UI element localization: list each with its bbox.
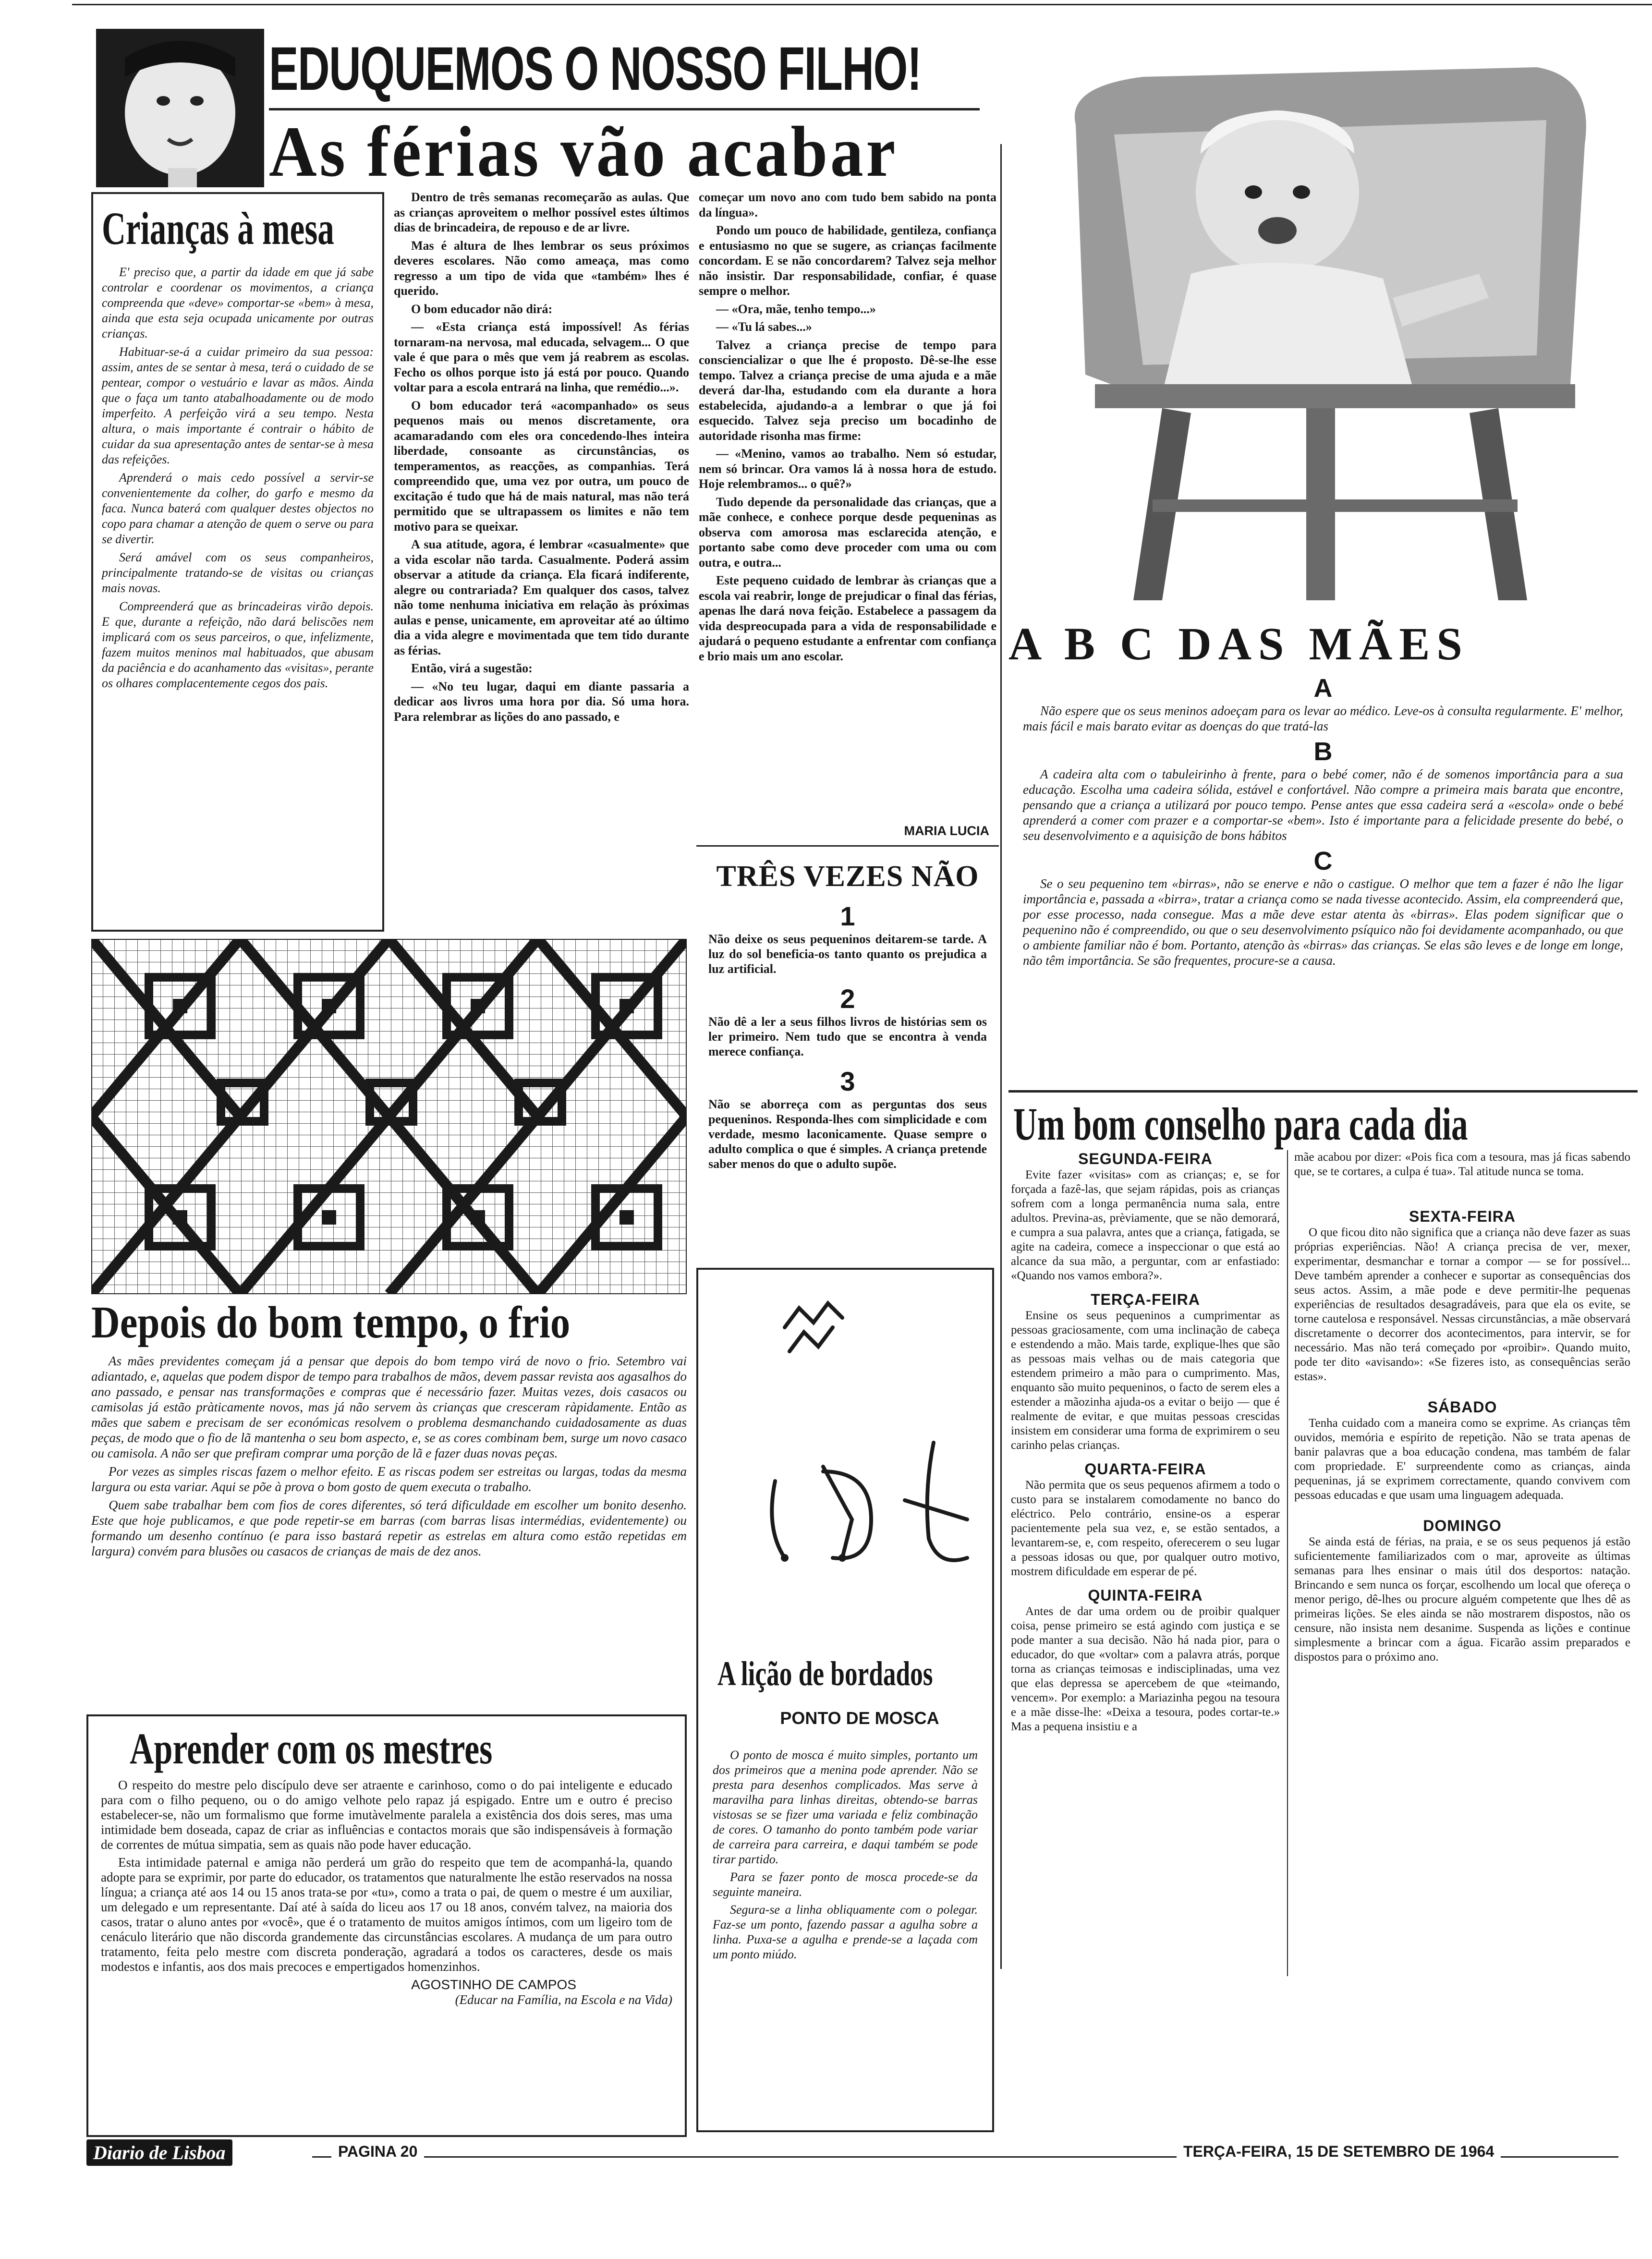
- conselho-rule: [1008, 1090, 1638, 1093]
- aprender-box: [86, 1714, 687, 2137]
- paragraph: Esta intimidade paternal e amiga não perderá um grão do respeito que tem de acompanhá-la, quando adopte para se exprimir, por parte do educador, os tratamentos que naturalmente lhe estão reservados na nossa língua; a criança até aos 14 ou 15 anos trata-se por «tu», como a trata o pai, de quem o mestre é um auxiliar, um delegado e um representante. Daí até à saída do liceu aos 17 ou 18 anos, convém talvez, na maioria dos casos, tratar o aluno antes por «você», que é o tratamento de muitos amigos íntimos, com um ligeiro tom de cenáculo literário que não discorda grandemente das circunstâncias escolares. A mudança de um para outro tratamento, feita pelo mestre com discreta ponderação, agradará a todos os caracteres, desde os mais modestos e infantis, aos dos mais precoces e empertigados homenzinhos.: [101, 1855, 672, 1974]
- masthead-subtitle: As férias vão acabar: [269, 112, 899, 192]
- paragraph: Por vezes as simples riscas fazem o melhor efeito. E as riscas podem ser estreitas ou largas, todas da mesma largura ou esta variar. Aqui se põe à prova o bom gosto de quem executa o trabalho.: [91, 1464, 687, 1494]
- paragraph: Aprenderá o mais cedo possível a servir-se convenientemente da colher, do garfo e mesmo da faca. Nunca baterá com qualquer destes objectos no copo para chamar a atenção de quem o serve ou para se divertir.: [102, 471, 374, 546]
- aprender-source: (Educar na Família, na Escola e na Vida): [455, 1992, 672, 2007]
- day-text: O que ficou dito não significa que a criança não deve fazer as suas próprias experiências. Não! A criança precisa de ver, mexer, experimentar, desmanchar e tornar a compor — se for possível... Deve também aprender a conhecer e suportar as consequências dos seus actos. Assim, a mãe pode e deve permitir-lhe pequenas experiências de resultados desagradáveis, para que ela os evite, se torne cautelosa e responsável. Nessas circunstâncias, a mãe observará discretamente o decorrer dos acontecimentos, para intervir, se for necessário. Mas não terá começado por «proibir». Quando muito, pode ter dito «avisando»: «Se fizeres isto, as consequências serão estas».: [1294, 1226, 1630, 1383]
- paragraph: — «Ora, mãe, tenho tempo...»: [716, 302, 876, 316]
- day-title: SEGUNDA-FEIRA: [1078, 1150, 1213, 1167]
- footer-date: TERÇA-FEIRA, 15 DE SETEMBRO DE 1964: [1177, 2143, 1501, 2161]
- paragraph: Tudo depende da personalidade das crianças, que a mãe conhece, e conhece porque desde pequeninas as observa com amorosa mas esclarecida atenção, e portanto sabe como deve proceder com uma ou com outra, e outra...: [699, 495, 996, 570]
- day-title: QUINTA-FEIRA: [1088, 1587, 1203, 1604]
- abc-item-b: [1008, 766, 1638, 843]
- tres-vezes-heading: TRÊS VEZES NÃO: [716, 860, 979, 893]
- paragraph: A cadeira alta com o tabuleirinho à frente, para o bebé comer, não é de somenos importância para a sua educação. Escolha uma cadeira sólida, estável e confortável. Não compre a primeira mais barata que encontre, pensando que a criança a utilizará por pouco tempo. Pense antes que essa cadeira será a «escola» onde o bebé aprenderá a comer com prazer e a comportar-se «bem». Isto é importante para a felicidade presente do bebé, o seu desenvolvimento e a aquisição de bons hábitos: [1023, 767, 1623, 843]
- abc-item-a: [1008, 703, 1638, 734]
- child-portrait: [96, 29, 264, 187]
- aprender-author: AGOSTINHO DE CAMPOS: [411, 1977, 576, 1992]
- paragraph: Este pequeno cuidado de lembrar às crianças que a escola vai reabrir, longe de prejudicar o final das férias, apenas lhe dará nova feição. Estabelece a passagem da vida despreocupada para a vida de responsabilidade e ajudará o pequeno estudante a enfrentar com confiança e brio mais um ano escolar.: [699, 573, 996, 663]
- aprender-body: [101, 1778, 672, 1974]
- paragraph: Se o seu pequenino tem «birras», não se enerve e não o castigue. O melhor que tem a fazer é não lhe ligar importância e, passada a «birra», tratar a criança como se nada tivesse acontecido. Assim, ela compreenderá que, por esse processo, nada consegue. Mas a mãe deve estar atenta às «birras». Elas podem significar que o pequenino não é compreendido, ou que o seu desenvolvimento psíquico não foi devidamente acompanhado, ou que o ambiente familiar não é bom. Portanto, atenção às «birras» das crianças. Se elas são leves e de longe em longe, não têm importância. Se são frequentes, procure-se a causa.: [1023, 876, 1623, 968]
- paragraph: Quem sabe trabalhar bem com fios de cores diferentes, só terá dificuldade em escolher um bonito desenho. Este que hoje publicamos, e que pode repetir-se em barras (com barras lisas intermédias, evidentemente) ou formando um desenho contínuo (e para isso bastará repetir as estrelas em altura como estão repetidas em largura) convém para blusões ou casacos de crianças de mais de dez anos.: [91, 1498, 687, 1558]
- abc-section: [1008, 617, 1638, 1093]
- paragraph: — «Menino, vamos ao trabalho. Nem só estudar, nem só brincar. Ora vamos lá à nossa hora de estudo. Hoje relembramos... o quê?»: [699, 447, 996, 491]
- criancas-mesa-heading: Crianças à mesa: [102, 203, 334, 254]
- paragraph: O respeito do mestre pelo discípulo deve ser atraente e carinhoso, como o do pai inteligente e educado para com o filho pequeno, ou o do amigo velhote pelo rapaz já espigado. Entre um e outro é preciso estabelecer-se, não um formalismo que forme imutàvelmente paralela a existência dos dois seres, mas uma intimidade bem doseada, capaz de criar as influências e contactos morais que são indispensáveis à formação de correntes de mútua simpatia, sem as quais não pode haver educação.: [101, 1778, 672, 1852]
- abc-item-c: [1008, 876, 1638, 968]
- day-text: Ensine os seus pequeninos a cumprimentar as pessoas graciosamente, com uma inclinação de cabeça e estendendo a mão. Mais tarde, explique-lhes que são as pessoas mais velhas ou de mais categoria que estendem primeiro a mão para o cumprimento. Mas, enquanto são muito pequeninos, o facto de serem eles a estender a mãozinha ajuda-os a evitar o beijo — que é realmente de evitar, e que muitas pessoas crescidas insistem em considerar uma forma de exprimirem o seu carinho pelas crianças.: [1011, 1309, 1280, 1452]
- paragraph: O bom educador não dirá:: [411, 302, 553, 316]
- baby-highchair-photo: [1018, 48, 1633, 615]
- aprender-heading: Aprender com os mestres: [130, 1724, 493, 1773]
- paragraph: Segura-se a linha obliquamente com o polegar. Faz-se um ponto, fazendo passar a agulha sobre a linha. Puxa-se a agulha e prende-se a laçada com um ponto miúdo.: [713, 1903, 978, 1961]
- paragraph: Mas é altura de lhes lembrar os seus próximos deveres escolares. Não como ameaça, mas como regresso a um tipo de vida que «também» lhes é querido.: [394, 238, 689, 298]
- conselho-divider: [1287, 1150, 1288, 1976]
- paragraph: Então, virá a sugestão:: [411, 661, 533, 675]
- day-text: Antes de dar uma ordem ou de proibir qualquer coisa, pense primeiro se está agindo com justiça e se pode manter a sua decisão. Não há nada pior, para o educador, do que «voltar» com a palavra atrás, porque torna as crianças teimosas e indisciplinadas, uma vez que elas depressa se apercebem de que «teimando, vencem». Por exemplo: a Mariazinha pegou na tesoura e a mãe disse-lhe: «Deixa a tesoura, podes cortar-te.» Mas a pequena insistiu e a: [1011, 1605, 1280, 1733]
- paragraph: Talvez a criança precise de tempo para consciencializar o que lhe é proposto. Dê-se-lhe esse tempo. Talvez a criança precise de uma ajuda e a mãe deverá dar-lha, estudando com ela durante a hora estabelecida, ajudando-a a lembrar o que já foi esquecido. Talvez seja preciso um bocadinho de autoridade risonha mas firme:: [699, 338, 996, 443]
- bordados-heading: A lição de bordados: [717, 1654, 933, 1693]
- bordados-body: [698, 1748, 992, 1962]
- bordados-subheading: PONTO DE MOSCA: [780, 1708, 939, 1728]
- day-title: SEXTA-FEIRA: [1409, 1208, 1516, 1225]
- conselho-column-b: [1294, 1150, 1630, 1976]
- criancas-mesa-box: [91, 192, 384, 932]
- item-number: 2: [840, 984, 855, 1014]
- paragraph: O ponto de mosca é muito simples, portanto um dos primeiros que a menina pode aprender. Não se presta para desenhos complicados. Mas serve à maravilha para linhas direitas, obtendo-se barras vistosas se se fizer uma variada e feliz combinação de cores. O tamanho do ponto também pode variar de carreira para carreira, e daqui também se pode tirar partido.: [713, 1748, 978, 1866]
- item-number: 3: [840, 1066, 855, 1096]
- paragraph: Compreenderá que as brincadeiras virão depois. E que, durante a refeição, não dará beliscões nem implicará com os seus parceiros, o que, infelizmente, fazem muitos meninos mal habituados, que abusam da paciência e do acanhamento das «visitas», perante os olhares complacentemente cegos dos pais.: [102, 599, 374, 690]
- day-text: Evite fazer «visitas» com as crianças; e, se for forçada a fazê-las, que sejam rápidas, pois as crianças sofrem com a longa permanência numa sala, entre adultos. Previna-as, prèviamente, que se não demorará, e cumpra a sua palavra, antes que a criança, fatigada, se agite na cadeira, comece a inspeccionar o que está ao alcance da sua mão, a perguntar, com ar enfastiado: «Quando nos vamos embora?».: [1011, 1168, 1280, 1282]
- day-title: SÁBADO: [1427, 1398, 1497, 1416]
- paragraph: Dentro de três semanas recomeçarão as aulas. Que as crianças aproveitem o melhor possível estes últimos dias de brincadeira, de repouso e de ar livre.: [394, 190, 689, 234]
- paragraph: As mães previdentes começam já a pensar que depois do bom tempo virá de novo o frio. Setembro vai adiantado, e, aquelas que podem dispor de tempo para trabalhos de mãos, devem passar revista aos agasalhos do ano passado, e pensar nas transformações e compras que é necessário fazer. Muitas vezes, dois casacos ou camisolas já estão pràticamente novos, mas já não servem às crianças que cresceram ràpidamente. Então as mães que sabem e precisam de ser económicas resolvem o problema desmanchando cuidadosamente as duas peças, de modo que o fio de lã mantenha o seu bom aspecto, e, se as cores combinam bem, surge um novo casaco ou camisola. A não ser que prefiram comprar uma porção de lã e fazer duas novas peças.: [91, 1354, 687, 1460]
- column-divider: [1000, 144, 1002, 1969]
- embroidery-diagram: [698, 1270, 992, 1654]
- paragraph: Para se fazer ponto de mosca procede-se da seguinte maneira.: [713, 1870, 978, 1899]
- paragraph: E' preciso que, a partir da idade em que já sabe controlar e coordenar os movimentos, a criança compreenda que «deve» comportar-se «bem» à mesa, ainda que esta seja ocupada unicamente por outras crianças.: [102, 265, 374, 340]
- paragraph: O bom educador terá «acompanhado» os seus pequenos mais ou menos discretamente, ora acamaradando com eles ora concedendo-lhes inteira liberdade, consoante as circunstâncias, os temperamentos, as reacções, as companhias. Terá compreendido que, uma vez por outra, um pouco de excitação é tudo que há de mais natural, mas não terá permitido que se ultrapassem os limites e não tem motivo para se queixar.: [394, 398, 689, 534]
- conselho-column-a: [1011, 1150, 1280, 1976]
- day-title: TERÇA-FEIRA: [1091, 1291, 1200, 1308]
- depois-body: [91, 1353, 687, 1559]
- day-text: Tenha cuidado com a maneira como se exprime. As crianças têm ouvidos, memória e espírito de repetição. Não se trata apenas de banir palavras que a boa educação condena, mas também de falar com propriedade. E' surpreendente como as crianças, ainda pequeninas, já se exprimem correctamente, quando convivem com pessoas educadas e que usam uma linguagem adequada.: [1294, 1417, 1630, 1502]
- paragraph: começar um novo ano com tudo bem sabido na ponta da língua».: [699, 190, 996, 219]
- depois-heading: Depois do bom tempo, o frio: [91, 1298, 571, 1348]
- day-title: QUARTA-FEIRA: [1084, 1460, 1206, 1478]
- cross-stitch-pattern: [91, 939, 687, 1294]
- day-text: mãe acabou por dizer: «Pois fica com a tesoura, mas já ficas sabendo que, se te cortares, a culpa é tua». Tal atitude nunca se toma.: [1294, 1151, 1630, 1178]
- paragraph: Pondo um pouco de habilidade, gentileza, confiança e entusiasmo no que se sugere, as crianças facilmente concordam. E se não concordarem? Talvez seja melhor não insistir. Dar responsabilidade, confiar, é quase sempre o melhor.: [699, 223, 996, 298]
- footer-page-number: PAGINA 20: [331, 2143, 424, 2161]
- paragraph: Será amável com os seus companheiros, principalmente tratando-se de visitas ou crianças mais novas.: [102, 550, 374, 595]
- conselho-heading: Um bom conselho para cada dia: [1013, 1098, 1468, 1150]
- ferias-column-1: [394, 190, 689, 929]
- paragraph: Não espere que os seus meninos adoeçam para os levar ao médico. Leve-os à consulta regularmente. E' melhor, mais fácil e mais barato evitar as doenças do que tratá-las: [1023, 704, 1623, 733]
- tres-vezes-item-3: Não se aborreça com as perguntas dos seus pequeninos. Responda-lhes com simplicidade e com verdade, mesmo laconicamente. Quase sempre o adulto complica o que é simples. A criança pretende saber menos do que o adulto supõe.: [708, 1097, 987, 1171]
- abc-heading: A B C DAS MÃES: [1008, 618, 1469, 669]
- paragraph: Habituar-se-á a cuidar primeiro da sua pessoa: assim, antes de se sentar à mesa, terá o cuidado de se pentear, compor o vestuário e lavar as mãos. Ainda que o faça um tanto atabalhoadamente ou de modo imperfeito. A perfeição virá a seu tempo. Nesta altura, o mais importante é contrair o hábito de cuidar da sua apresentação antes de sentar-se à mesa das refeições.: [102, 345, 374, 466]
- ferias-signature: MARIA LUCIA: [904, 824, 989, 838]
- top-rule: [72, 4, 1652, 5]
- masthead-title: EDUQUEMOS O NOSSO FILHO!: [269, 35, 922, 103]
- paragraph: — «Esta criança está impossível! As férias tornaram-na nervosa, mal educada, selvagem... O que vale é que para o mês que vem já reabrem as escolas. Fecho os olhos porque isto já está por pouco. Quando voltar para a escola entrará na linha, que remédio...».: [394, 320, 689, 394]
- footer-paper-name: Diario de Lisboa: [86, 2139, 232, 2166]
- tres-vezes-rule: [696, 845, 999, 847]
- ferias-column-2: [699, 190, 996, 814]
- abc-letter: A: [1313, 674, 1333, 703]
- paragraph: — «Tu lá sabes...»: [716, 320, 812, 334]
- day-text: Não permita que os seus pequenos afirmem a todo o custo para se instalarem comodamente no banco do eléctrico. Pelo contrário, ensine-os a esperar pacientemente pela sua vez, e, se estão sentados, a levantarem-se, e, com respeito, oferecerem o seu lugar a pessoas idosas ou que, por qualquer outro motivo, mostrem dificuldade em esperar de pé.: [1011, 1479, 1280, 1578]
- abc-letter: B: [1313, 737, 1333, 766]
- day-text: Se ainda está de férias, na praia, e se os seus pequenos já estão suficientemente familiarizados com o mar, aproveite as últimas semanas para lhes ensinar o mais útil dos desportos: natação. Brincando e sem nunca os forçar, escolhendo um local que ofereça o menor perigo, dê-lhes ou procure alguém competente que lhes dê as primeiras lições. Se eles ainda se não mostrarem dispostos, não os censure, não insista nem desanime. Suspenda as lições e continue simplesmente a brincar com a água. Ficarão assim preparados e dispostos para o próximo ano.: [1294, 1535, 1630, 1664]
- criancas-mesa-body: [102, 265, 374, 691]
- tres-vezes-item-2: Não dê a ler a seus filhos livros de histórias sem os ler primeiro. Nem tudo que se encontra à venda merece confiança.: [708, 1015, 987, 1058]
- paragraph: — «No teu lugar, daqui em diante passaria a dedicar aos livros uma hora por dia. Só uma hora. Para relembrar as lições do ano passado, e: [394, 679, 689, 724]
- item-number: 1: [840, 901, 855, 931]
- abc-letter: C: [1313, 847, 1333, 875]
- bordados-box: [696, 1268, 994, 2132]
- tres-vezes-item-1: Não deixe os seus pequeninos deitarem-se tarde. A luz do sol beneficia-os tanto quanto os prejudica a luz artificial.: [708, 932, 987, 976]
- day-title: DOMINGO: [1423, 1517, 1502, 1534]
- depois-section: [91, 1297, 687, 1681]
- paragraph: A sua atitude, agora, é lembrar «casualmente» que a vida escolar não tarda. Casualmente. Poderá assim observar a atitude da criança. Ela ficará indiferente, alegre ou contrariada? Em qualquer dos casos, talvez não tome nenhuma iniciativa em relação às próximas aulas e pense, unicamente, em aproveitar até ao último dia a vida alegre e movimentada que tem tido durante as férias.: [394, 537, 689, 657]
- tres-vezes-section: [699, 860, 996, 1263]
